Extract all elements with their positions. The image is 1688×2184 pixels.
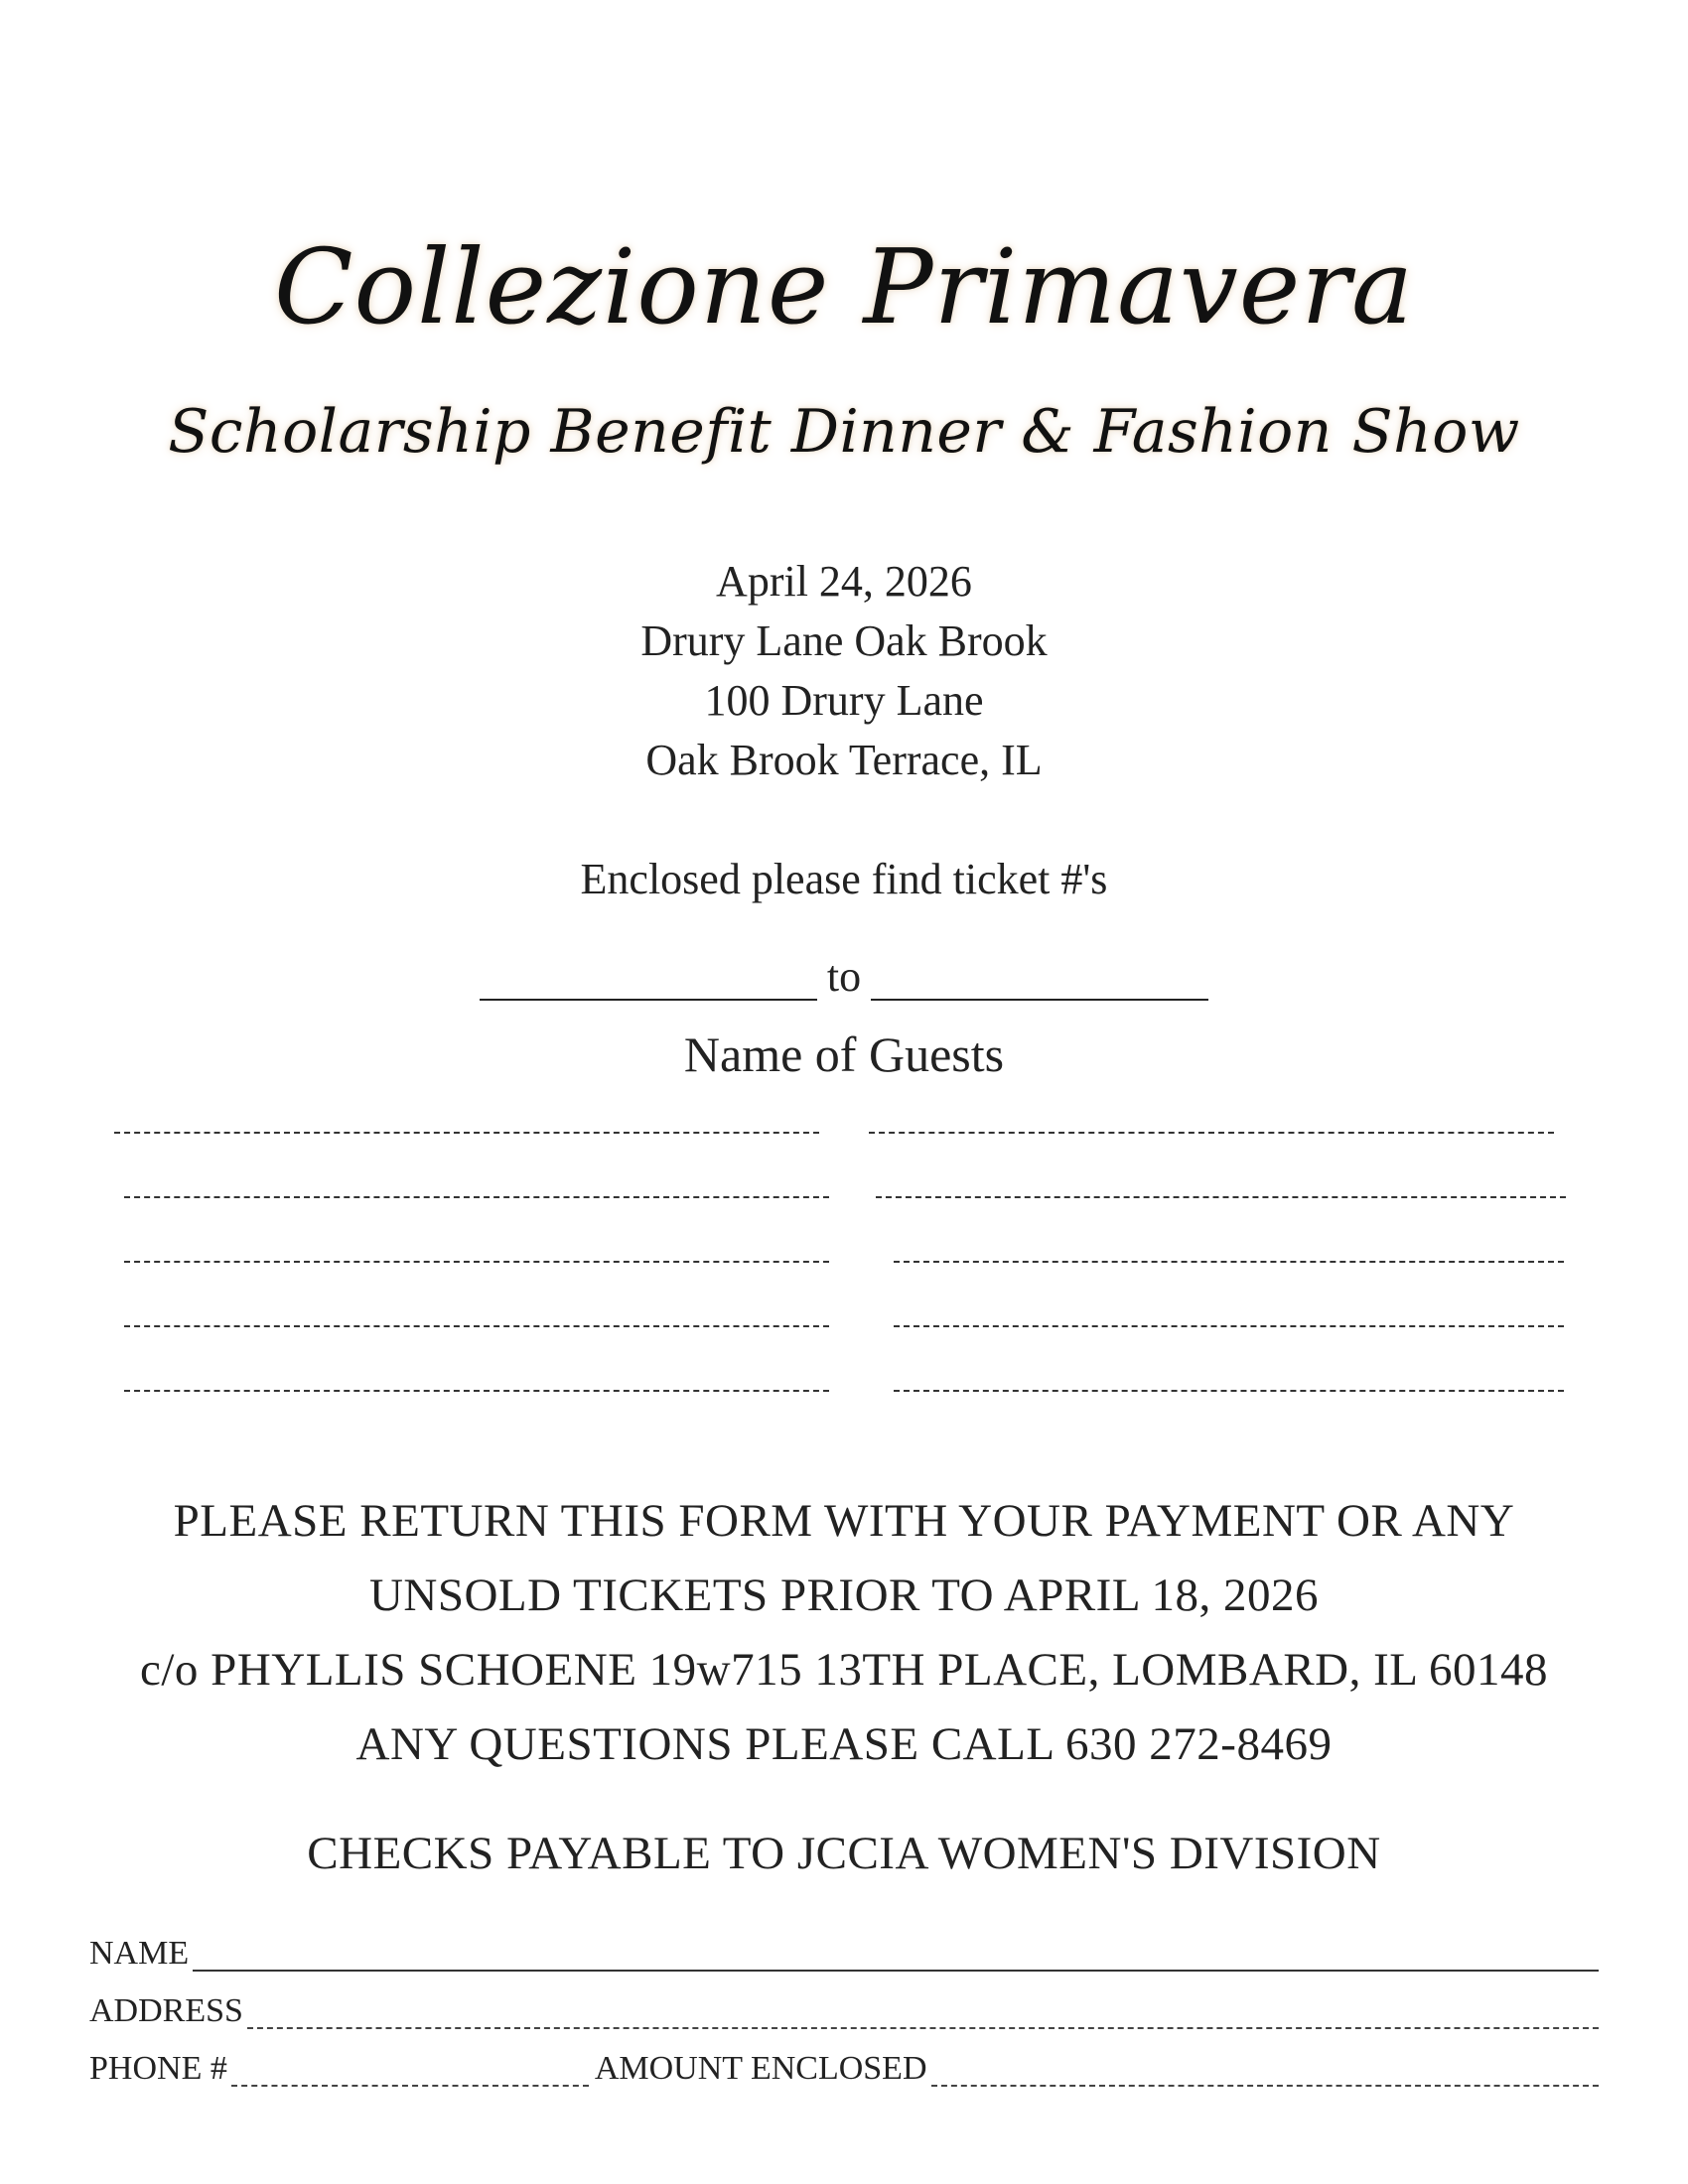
phone-label: PHONE # bbox=[89, 2050, 227, 2087]
guest-name-line[interactable] bbox=[876, 1196, 1566, 1198]
guests-heading: Name of Guests bbox=[683, 1026, 1005, 1082]
event-title: Collezione Primavera bbox=[273, 226, 1415, 347]
amount-label: AMOUNT ENCLOSED bbox=[594, 2050, 927, 2087]
guest-name-line[interactable] bbox=[894, 1325, 1564, 1327]
guest-name-line[interactable] bbox=[869, 1132, 1554, 1134]
address-field[interactable] bbox=[247, 2005, 1599, 2029]
guest-name-line[interactable] bbox=[894, 1390, 1564, 1392]
ticket-range bbox=[477, 941, 1211, 1001]
notice-line-2: UNSOLD TICKETS PRIOR TO APRIL 18, 2026 bbox=[368, 1570, 1320, 1621]
event-venue: Drury Lane Oak Brook bbox=[640, 616, 1048, 665]
phone-field[interactable] bbox=[231, 2063, 589, 2087]
notice-address: c/o PHYLLIS SCHOENE 19w715 13TH PLACE, LOMBARD, IL 60148 bbox=[140, 1644, 1548, 1696]
name-label: NAME bbox=[89, 1935, 190, 1972]
checks-payable: CHECKS PAYABLE TO JCCIA WOMEN'S DIVISION bbox=[307, 1828, 1381, 1879]
ticket-to-label: to bbox=[826, 952, 862, 1001]
guest-name-line[interactable] bbox=[114, 1132, 819, 1134]
guest-name-line[interactable] bbox=[124, 1390, 829, 1392]
guest-name-line[interactable] bbox=[124, 1196, 829, 1198]
guest-name-line[interactable] bbox=[894, 1261, 1564, 1263]
guest-name-line[interactable] bbox=[124, 1325, 829, 1327]
event-date: April 24, 2026 bbox=[716, 557, 972, 606]
notice-phone: ANY QUESTIONS PLEASE CALL 630 272-8469 bbox=[355, 1718, 1333, 1770]
event-street: 100 Drury Lane bbox=[704, 676, 984, 725]
amount-field[interactable] bbox=[931, 2063, 1600, 2087]
address-row bbox=[89, 1993, 1599, 2029]
phone-amount-row bbox=[89, 2051, 1599, 2087]
ticket-from-field[interactable] bbox=[480, 959, 817, 1001]
event-city: Oak Brook Terrace, IL bbox=[645, 736, 1043, 784]
notice-line-1: PLEASE RETURN THIS FORM WITH YOUR PAYMENT OR ANY bbox=[173, 1495, 1515, 1547]
name-field[interactable] bbox=[193, 1940, 1599, 1972]
event-subtitle: Scholarship Benefit Dinner & Fashion Show bbox=[168, 397, 1520, 467]
guest-name-line[interactable] bbox=[124, 1261, 829, 1263]
tickets-enclosed-label: Enclosed please find ticket #'s bbox=[580, 855, 1108, 903]
name-row bbox=[89, 1936, 1599, 1972]
ticket-to-field[interactable] bbox=[871, 959, 1208, 1001]
address-label: ADDRESS bbox=[89, 1992, 243, 2029]
